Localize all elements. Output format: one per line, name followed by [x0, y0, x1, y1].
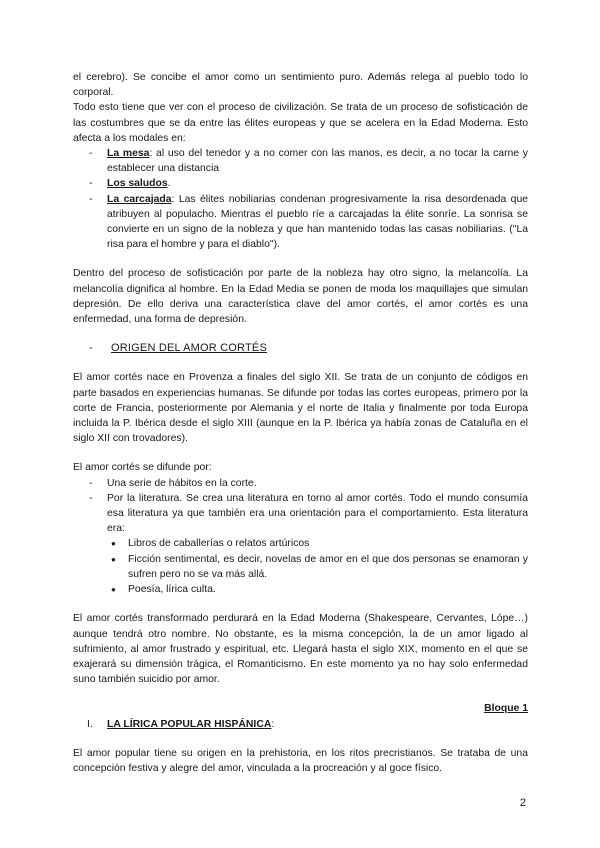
lirica-title: LA LÍRICA POPULAR HISPÁNICA	[107, 718, 272, 730]
list-item-saludos	[73, 176, 528, 191]
lirica-heading	[73, 717, 528, 732]
text-saludos: .	[167, 178, 171, 190]
modales-list	[73, 146, 528, 252]
bloque-label: Bloque 1	[484, 703, 528, 715]
term-saludos: Los saludos	[107, 178, 168, 190]
term-mesa: La mesa	[107, 148, 150, 160]
paragraph-melancolia: Dentro del proceso de sofisticación por parte de la nobleza hay otro signo, la melancolía. La melancolía dignifica al hombre. En la Edad Media se ponen de moda los maquillajes que simulan depresión. De ello deriva una característica clave del amor cortés, el amor cortés es una enfermedad, una forma de depresión.	[73, 268, 528, 326]
list-item-ficcion: ● Ficción sentimental, es decir, novelas de amor en el que dos personas se enamoran y sufren pero no se va más allá.	[107, 552, 528, 582]
section-heading	[73, 341, 528, 356]
difusion-list	[73, 476, 528, 598]
list-item-caballerias: ● Libros de caballerías o relatos artúricos	[107, 536, 528, 551]
list-item-mesa	[73, 146, 528, 176]
heading-dash: -	[89, 342, 93, 355]
paragraph-amor-popular: El amor popular tiene su origen en la prehistoria, en los ritos precristianos. Se trataba de una concepción festiva y alegre del amor, vinculada a la procreación y al goce físico.	[73, 747, 528, 774]
paragraph-intro: el cerebro). Se concibe el amor como un sentimiento puro. Además relega al pueblo todo lo corporal.	[73, 72, 528, 99]
text-literatura: Por la literatura. Se crea una literatura en torno al amor cortés. Todo el mundo consumía esa literatura ya que también era una orientación para el comportamiento. Esta literatura era:	[107, 492, 528, 535]
section-title: ORIGEN DEL AMOR CORTÉS	[111, 342, 267, 355]
list-item-literatura	[73, 491, 528, 597]
list-item-carcajada	[73, 192, 528, 253]
page-number: 2	[519, 797, 526, 809]
literatura-list	[107, 536, 528, 597]
list-item-poesia: ● Poesía, lírica culta.	[107, 582, 528, 597]
term-carcajada: La carcajada	[107, 193, 172, 205]
document-page	[73, 70, 528, 776]
roman-numeral: I.	[87, 718, 93, 730]
paragraph-moderna: El amor cortés transformado perdurará en la Edad Moderna (Shakespeare, Cervantes, Lópe…) aunque tendrá otro nombre. No obstante, es la misma concepción, la de un amor ligado al sufrimiento, al amor frustrado y espiritual, etc. Llegará hasta el siglo XIX, momento en el que se exajerará su dimensión trágica, el Romanticismo. En este momento ya no hay solo enfermedad suno también suicidio por amor.	[73, 613, 528, 686]
lirica-colon: :	[271, 718, 275, 730]
paragraph-difusion-intro: El amor cortés se difunde por:	[73, 462, 212, 474]
paragraph-origen: El amor cortés nace en Provenza a finales del siglo XII. Se trata de un conjunto de códigos en parte basados en experiencias humanas. Se difunde por todas las cortes europeas, primero por la corte de Francia, posteriormente por Alemania y el norte de Italia y finalmente por toda Europa incluida la P. Ibérica desde el siglo XIII (aunque en la P. Ibérica ya había zonas de Cataluña en el siglo XII con trovadores).	[73, 372, 528, 445]
list-item-habitos: - Una serie de hábitos en la corte.	[73, 476, 528, 491]
paragraph-civilizacion: Todo esto tiene que ver con el proceso de civilización. Se trata de un proceso de sofisticación de las costumbres que se da entre las élites europeas y que se acelera en la Edad Moderna. Esto afecta a los modales en:	[73, 102, 528, 144]
text-mesa: : al uso del tenedor y a no comer con las manos, es decir, a no tocar la carne y establecer una distancia	[107, 148, 529, 175]
text-carcajada: : Las élites nobiliarias condenan progresivamente la risa desordenada que atribuyen al populacho. Mientras el pueblo ríe a carcajadas la élite sonríe. La sonrisa se convierte en un signo de la nobleza y que han mantenido todas las casas nobiliarias. ("La risa para el hombre y para el diablo").	[107, 193, 528, 251]
